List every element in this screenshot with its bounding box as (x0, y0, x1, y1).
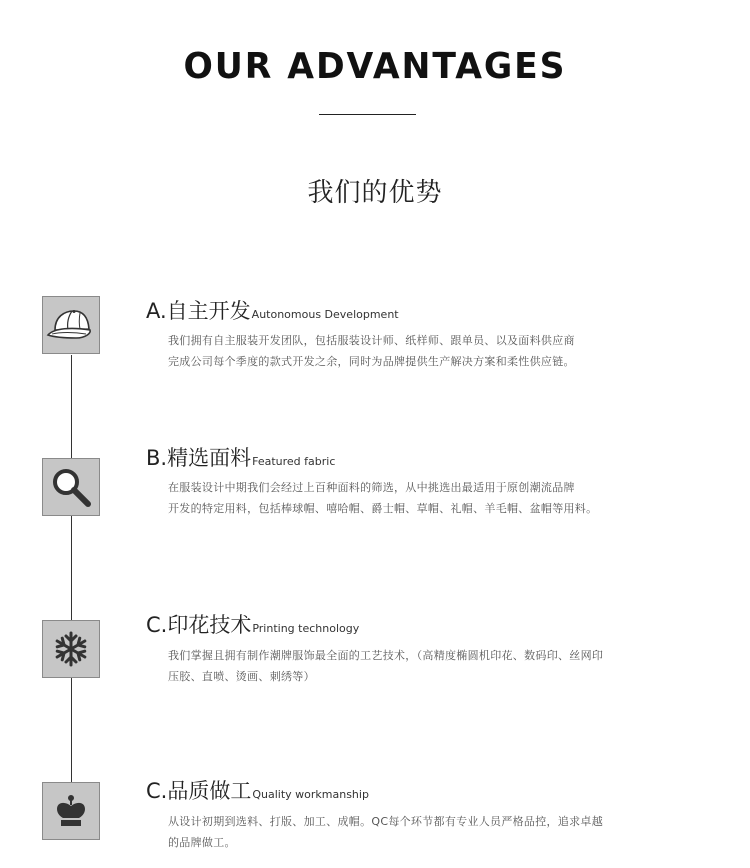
advantage-title-en: Featured fabric (252, 455, 336, 468)
advantage-title: B.精选面料 (146, 446, 252, 470)
page-title: OUR ADVANTAGES (183, 46, 567, 87)
advantage-heading (146, 442, 335, 472)
advantage-description (168, 811, 638, 853)
crown-icon (42, 782, 100, 840)
advantage-description (168, 477, 638, 519)
advantage-title: A.自主开发 (146, 299, 251, 323)
advantage-heading (146, 775, 369, 805)
desc-line: 我们拥有自主服装开发团队，包括服装设计师、纸样师、跟单员、以及面料供应商 (168, 334, 575, 347)
desc-line: 完成公司每个季度的款式开发之余，同时为品牌提供生产解决方案和柔性供应链。 (168, 355, 575, 368)
advantage-title: C.印花技术 (146, 613, 252, 637)
advantage-title-en: Quality workmanship (252, 788, 369, 801)
advantage-title-en: Autonomous Development (251, 308, 399, 321)
advantage-description (168, 645, 638, 687)
advantage-heading (146, 609, 359, 639)
timeline-line (71, 355, 72, 785)
title-divider (319, 114, 416, 115)
baseball-cap-icon (42, 296, 100, 354)
desc-line: 在服装设计中期我们会经过上百种面料的筛选，从中挑选出最适用于原创潮流品牌 (168, 481, 575, 494)
advantage-title-en: Printing technology (252, 622, 360, 635)
advantage-description (168, 330, 638, 372)
desc-line: 我们掌握且拥有制作潮牌服饰最全面的工艺技术，（高精度椭圆机印花、数码印、丝网印 (168, 649, 604, 662)
snowflake-icon (42, 620, 100, 678)
advantage-title: C.品质做工 (146, 779, 252, 803)
desc-line: 压胶、直喷、烫画、刺绣等） (168, 670, 315, 683)
magnifier-icon (42, 458, 100, 516)
page-subtitle: 我们的优势 (307, 178, 443, 208)
desc-line: 开发的特定用料，包括棒球帽、嘻哈帽、爵士帽、草帽、礼帽、羊毛帽、盆帽等用料。 (168, 502, 598, 515)
advantage-heading (146, 295, 399, 325)
desc-line: 的品牌做工。 (168, 836, 236, 849)
desc-line: 从设计初期到选料、打版、加工、成帽。QC每个环节都有专业人员严格品控，追求卓越 (168, 815, 604, 828)
